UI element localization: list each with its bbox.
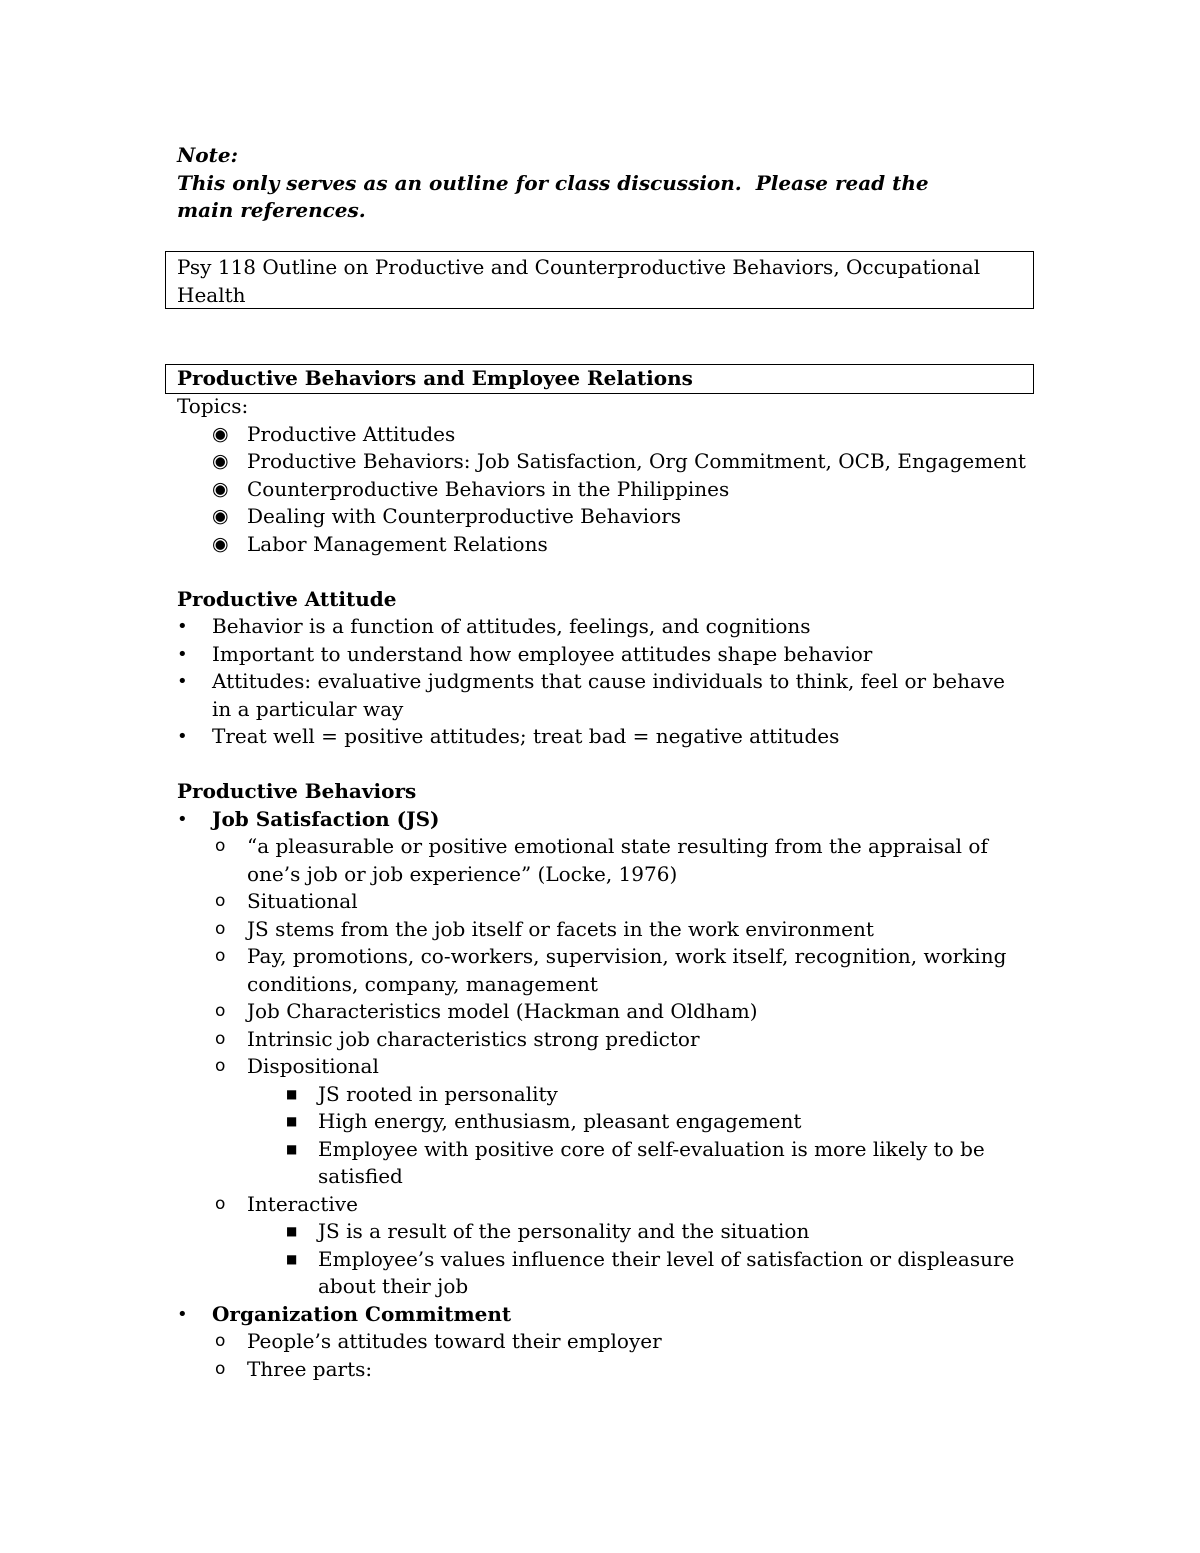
square-bullet-icon: ■ — [286, 1224, 298, 1238]
radio-circle-icon: ◉ — [212, 450, 229, 472]
organization-commitment-item — [177, 1301, 1027, 1384]
square-bullet-icon: ■ — [286, 1251, 298, 1266]
job-satisfaction-item — [177, 806, 1027, 1301]
bullet-icon: • — [177, 643, 188, 665]
note-block — [177, 142, 977, 225]
hollow-circle-icon: o — [215, 836, 226, 856]
hollow-circle-icon: o — [215, 946, 226, 966]
outline-title-box — [165, 251, 1034, 309]
list-item: o Situational — [177, 888, 1027, 916]
interactive-label: Interactive — [247, 1191, 358, 1216]
topics-list — [177, 421, 1027, 559]
topic-item: ◉ Productive Attitudes — [177, 421, 1027, 449]
interactive-item — [177, 1191, 1027, 1301]
radio-circle-icon: ◉ — [212, 422, 229, 445]
spacer — [177, 751, 1027, 779]
bullet-icon: • — [177, 726, 188, 747]
topic-item: ◉ Counterproductive Behaviors in the Philippines — [177, 476, 1027, 504]
outline-content — [177, 393, 1027, 1383]
topic-item: ◉ Labor Management Relations — [177, 531, 1027, 559]
hollow-circle-icon: o — [215, 918, 226, 939]
bullet-icon: • — [177, 616, 188, 637]
note-label: Note: — [177, 143, 238, 167]
list-item: o People’s attitudes toward their employer — [177, 1328, 1027, 1356]
dispositional-item — [177, 1053, 1027, 1191]
list-item: o Job Characteristics model (Hackman and Oldham) — [177, 998, 1027, 1026]
topics-label: Topics: — [177, 394, 249, 418]
hollow-circle-icon: o — [215, 891, 226, 911]
productive-behaviors-heading: Productive Behaviors — [177, 779, 417, 803]
interactive-sublist — [177, 1218, 1027, 1301]
productive-attitude-heading: Productive Attitude — [177, 586, 397, 611]
section-title-box — [165, 364, 1034, 394]
productive-behaviors-list — [177, 806, 1027, 1384]
list-item: • Behavior is a function of attitudes, feelings, and cognitions — [177, 613, 1027, 641]
dispositional-sublist — [177, 1081, 1027, 1191]
list-item: • Important to understand how employee attitudes shape behavior — [177, 641, 1027, 669]
square-bullet-icon: ■ — [286, 1114, 298, 1128]
list-item: ■ Employee’s values influence their level of satisfaction or displeasure about their job — [286, 1246, 1015, 1298]
radio-circle-icon: ◉ — [212, 532, 229, 555]
list-item: ■ JS rooted in personality — [177, 1081, 1027, 1109]
radio-circle-icon: ◉ — [212, 505, 229, 527]
hollow-circle-icon: o — [215, 1193, 226, 1214]
list-item: ■ JS is a result of the personality and the situation — [177, 1218, 1027, 1246]
list-item: o Pay, promotions, co-workers, supervision, work itself, recognition, working conditions, company, management — [215, 944, 1007, 996]
hollow-circle-icon: o — [215, 1056, 226, 1076]
hollow-circle-icon: o — [215, 1331, 226, 1351]
bullet-icon: • — [177, 671, 188, 692]
dispositional-label: Dispositional — [247, 1054, 379, 1078]
section-title: Productive Behaviors and Employee Relations — [177, 366, 693, 390]
outline-title: Psy 118 Outline on Productive and Counterproductive Behaviors, Occupational Health — [177, 255, 981, 307]
job-satisfaction-label: Job Satisfaction (JS) — [212, 806, 440, 831]
square-bullet-icon: ■ — [286, 1141, 298, 1156]
bullet-icon: • — [177, 1303, 188, 1325]
list-item: • Treat well = positive attitudes; treat bad = negative attitudes — [177, 723, 1027, 751]
job-satisfaction-sublist — [177, 833, 1027, 1301]
list-item: o Intrinsic job characteristics strong predictor — [177, 1026, 1027, 1054]
list-item: • Attitudes: evaluative judgments that cause individuals to think, feel or behave in a particular way — [177, 669, 1006, 721]
radio-circle-icon: ◉ — [212, 477, 229, 500]
list-item: ■ High energy, enthusiasm, pleasant engagement — [177, 1108, 1027, 1136]
topic-item: ◉ Productive Behaviors: Job Satisfaction, Org Commitment, OCB, Engagement — [177, 448, 1027, 476]
list-item: o “a pleasurable or positive emotional state resulting from the appraisal of one’s job or job experience” (Locke, 1976) — [215, 834, 988, 886]
hollow-circle-icon: o — [215, 1028, 226, 1049]
list-item: ■ Employee with positive core of self-evaluation is more likely to be satisfied — [286, 1136, 985, 1188]
spacer — [177, 558, 1027, 586]
organization-commitment-label: Organization Commitment — [212, 1301, 512, 1326]
productive-attitude-list — [177, 613, 1027, 751]
hollow-circle-icon: o — [215, 1358, 226, 1379]
organization-commitment-sublist — [177, 1328, 1027, 1383]
note-text: This only serves as an outline for class discussion. Please read the main references. — [177, 170, 936, 222]
square-bullet-icon: ■ — [286, 1086, 298, 1101]
topic-item: ◉ Dealing with Counterproductive Behaviors — [177, 503, 1027, 531]
list-item: o JS stems from the job itself or facets in the work environment — [177, 916, 1027, 944]
bullet-icon: • — [177, 808, 188, 830]
list-item: o Three parts: — [177, 1356, 1027, 1384]
hollow-circle-icon: o — [215, 1001, 226, 1021]
